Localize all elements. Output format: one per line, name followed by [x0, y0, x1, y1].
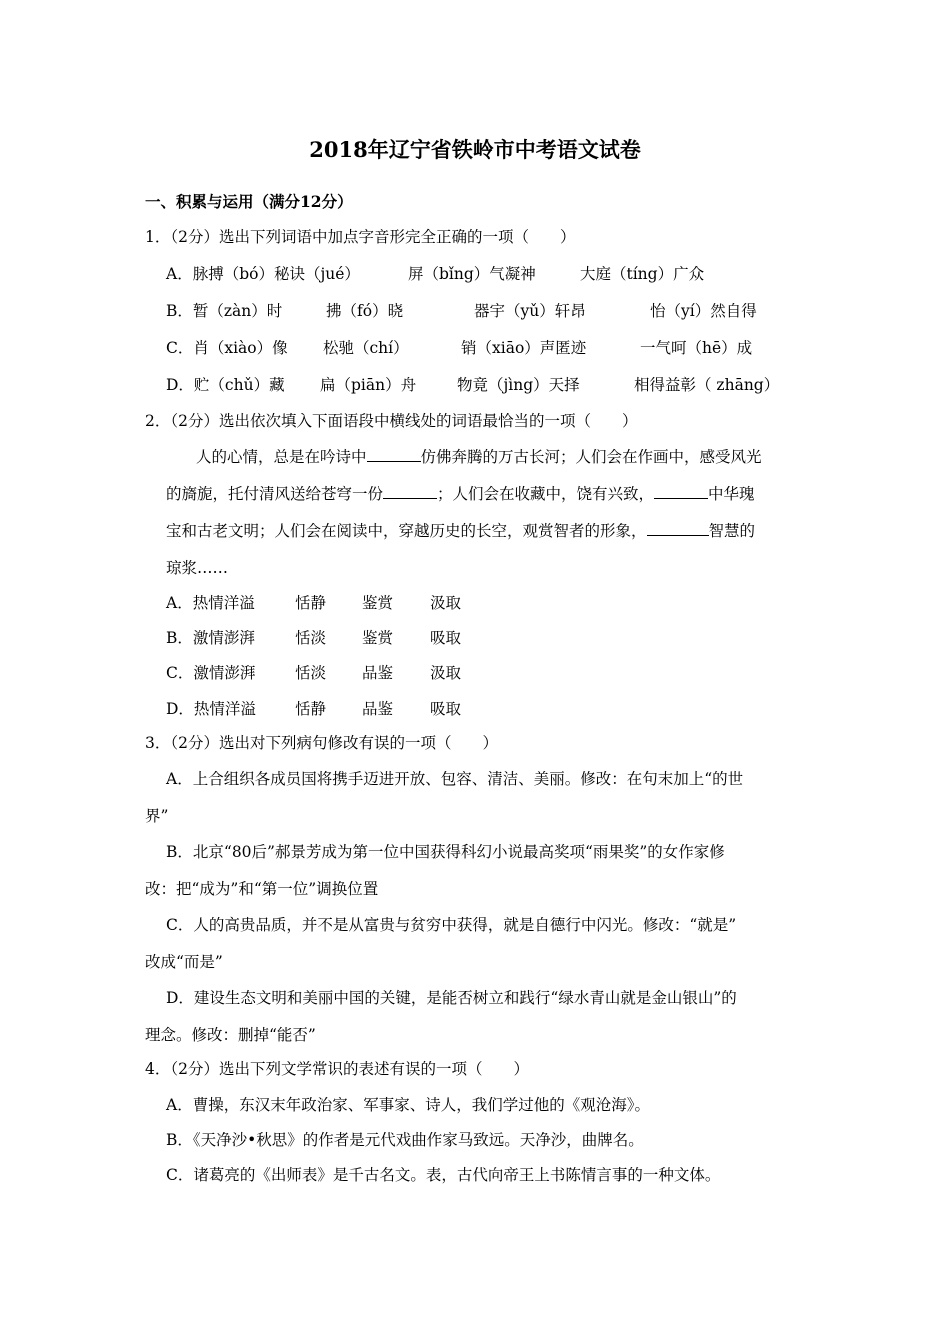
q1-option-d-1: D．贮（chǔ）藏 — [166, 376, 285, 394]
q1-option-d-4: 相得益彰（ zhāng） — [634, 376, 780, 394]
q2-option-b-3: 鉴赏 — [362, 629, 394, 647]
q2-option-d-1: D．热情洋溢 — [166, 700, 256, 718]
q1-option-b-2: 拂（fó）晓 — [326, 302, 404, 320]
passage-text: 仿佛奔腾的万古长河；人们会在作画中，感受风光 — [420, 448, 762, 466]
q2-option-a-3: 鉴赏 — [362, 594, 394, 612]
question-4-stem: 4．（2分）选出下列文学常识的表述有误的一项（ ） — [145, 1060, 529, 1078]
q1-option-d-3: 物竟（jìng）天择 — [457, 376, 580, 394]
q2-option-c-3: 品鉴 — [362, 664, 394, 682]
q3-option-c-line-2: 改成“而是” — [145, 953, 223, 971]
passage-text: 人的心情，总是在吟诗中 — [196, 448, 367, 466]
q3-option-a-line-2: 界” — [145, 807, 169, 825]
q1-option-c-1: C．肖（xiào）像 — [166, 339, 288, 357]
q2-option-d-2: 恬静 — [295, 700, 327, 718]
q2-option-d-3: 品鉴 — [362, 700, 394, 718]
passage-text: 中华瑰 — [708, 485, 755, 503]
q2-option-a-1: A．热情洋溢 — [166, 594, 255, 612]
q1-option-a-1: A．脉搏（bó）秘诀（jué） — [166, 265, 360, 283]
fill-blank — [383, 484, 437, 499]
q2-passage-line-2 — [166, 484, 755, 504]
q2-option-a-2: 恬静 — [295, 594, 327, 612]
question-2-stem: 2．（2分）选出依次填入下面语段中横线处的词语最恰当的一项（ ） — [145, 412, 638, 430]
q1-option-c-3: 销（xiāo）声匿迹 — [461, 339, 587, 357]
q1-option-c-2: 松驰（chí） — [323, 339, 409, 357]
q2-option-b-4: 吸取 — [430, 629, 462, 647]
fill-blank — [367, 447, 421, 462]
q1-option-a-2: 屏（bǐng）气凝神 — [408, 265, 536, 283]
q2-option-b-2: 恬淡 — [295, 629, 327, 647]
q3-option-c-line-1: C．人的高贵品质，并不是从富贵与贫穷中获得，就是自德行中闪光。修改：“就是” — [166, 916, 737, 934]
passage-text: 宝和古老文明；人们会在阅读中，穿越历史的长空，观赏智者的形象， — [166, 522, 647, 540]
passage-text: 智慧的 — [708, 522, 756, 540]
q2-option-d-4: 吸取 — [430, 700, 462, 718]
q3-option-d-line-2: 理念。修改：删掉“能否” — [145, 1026, 316, 1044]
q2-option-a-4: 汲取 — [430, 594, 462, 612]
q2-passage-line-3 — [166, 521, 755, 541]
q4-option-a: A．曹操，东汉末年政治家、军事家、诗人，我们学过他的《观沧海》。 — [166, 1096, 650, 1114]
question-3-stem: 3．（2分）选出对下列病句修改有误的一项（ ） — [145, 734, 498, 752]
passage-text: 的旖旎，托付清风送给苍穹一份 — [166, 485, 384, 503]
q1-option-b-1: B．暂（zàn）时 — [166, 302, 283, 320]
page-title: 2018年辽宁省铁岭市中考语文试卷 — [309, 137, 641, 162]
q1-option-a-3: 大庭（tíng）广众 — [580, 265, 705, 283]
q3-option-a-line-1: A．上合组织各成员国将携手迈进开放、包容、清洁、美丽。修改：在句末加上“的世 — [166, 770, 744, 788]
q2-option-c-4: 汲取 — [430, 664, 462, 682]
q4-option-c: C．诸葛亮的《出师表》是千古名文。表，古代向帝王上书陈情言事的一种文体。 — [166, 1166, 721, 1184]
q3-option-b-line-1: B．北京“80后”郝景芳成为第一位中国获得科幻小说最高奖项“雨果奖”的女作家修 — [166, 843, 725, 861]
q2-option-c-1: C．激情澎湃 — [166, 664, 256, 682]
fill-blank — [654, 484, 708, 499]
q3-option-d-line-1: D．建设生态文明和美丽中国的关键，是能否树立和践行“绿水青山就是金山银山”的 — [166, 989, 737, 1007]
q1-option-d-2: 扁（piān）舟 — [320, 376, 417, 394]
q2-passage-line-1 — [196, 447, 762, 467]
q2-option-c-2: 恬淡 — [295, 664, 327, 682]
q1-option-c-4: 一气呵（hē）成 — [640, 339, 753, 357]
q4-option-b: B．《天净沙•秋思》的作者是元代戏曲作家马致远。天净沙，曲牌名。 — [166, 1131, 644, 1149]
fill-blank — [647, 521, 709, 536]
section-heading: 一、积累与运用（满分12分） — [145, 192, 353, 211]
q3-option-b-line-2: 改：把“成为”和“第一位”调换位置 — [145, 880, 379, 898]
q2-passage-line-4: 琼浆…… — [166, 559, 229, 577]
passage-text: ；人们会在收藏中，饶有兴致， — [437, 485, 655, 503]
question-1-stem: 1．（2分）选出下列词语中加点字音形完全正确的一项（ ） — [145, 228, 576, 246]
q1-option-b-3: 器宇（yǔ）轩昂 — [474, 302, 586, 320]
q1-option-b-4: 怡（yí）然自得 — [650, 302, 757, 320]
q2-option-b-1: B．激情澎湃 — [166, 629, 255, 647]
